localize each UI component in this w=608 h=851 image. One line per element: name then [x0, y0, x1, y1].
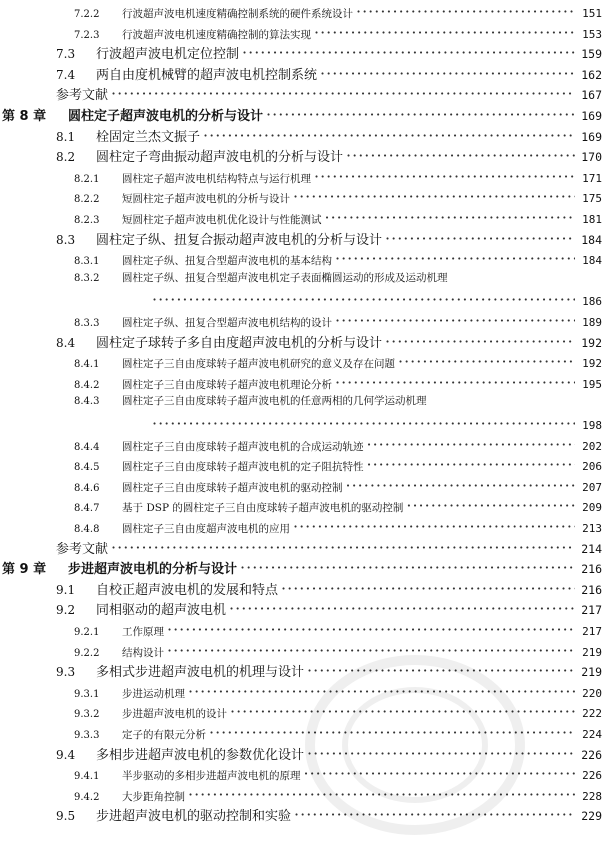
toc-entry[interactable] — [0, 785, 608, 803]
toc-entry-page: 229 — [581, 809, 602, 824]
dot-leader — [111, 538, 575, 557]
toc-entry-number: 8.4.8 — [74, 524, 100, 535]
toc-entry[interactable] — [0, 496, 608, 514]
toc-entry-title: 圆柱定子纵、扭复合型超声波电机定子表面椭圆运动的形成及运动机理 — [122, 271, 448, 284]
toc-entry[interactable] — [0, 229, 608, 247]
toc-entry-number: 第 9 章 — [2, 562, 47, 578]
toc-entry-number: 9.2.1 — [74, 627, 100, 638]
dot-leader — [307, 661, 575, 680]
toc-entry-page: 228 — [582, 789, 602, 803]
toc-entry-title: 步进超声波电机的设计 — [122, 708, 227, 721]
toc-entry-title: 步进超声波电机的分析与设计 — [68, 562, 238, 578]
dot-leader — [307, 744, 575, 763]
toc-entry-number: 8.2.1 — [74, 173, 100, 185]
toc-entry-title: 圆柱定子三自由度球转子超声波电机的驱动控制 — [122, 481, 343, 494]
toc-entry-title: 大步距角控制 — [122, 790, 185, 803]
toc-entry-page: 220 — [582, 686, 602, 700]
toc-entry-page: 171 — [582, 171, 602, 185]
toc-entry-title: 基于 DSP 的圆柱定子三自由度球转子超声波电机的驱动控制 — [122, 502, 404, 515]
toc-entry[interactable] — [0, 43, 608, 61]
toc-entry-page: 175 — [582, 192, 602, 206]
toc-entry-number: 8.3.1 — [74, 256, 100, 268]
toc-entry-page: 216 — [581, 562, 602, 577]
dot-leader — [203, 126, 575, 145]
dot-leader — [314, 167, 575, 186]
toc-entry-page: 226 — [582, 769, 602, 783]
dot-leader — [385, 229, 575, 248]
toc-entry-page: 207 — [582, 480, 602, 494]
toc-entry-title: 步进运动机理 — [122, 687, 185, 700]
toc-entry-title: 圆柱定子三自由度球转子超声波电机研究的意义及存在问题 — [122, 358, 395, 371]
toc-entry[interactable] — [0, 84, 608, 102]
toc-entry[interactable] — [0, 744, 608, 762]
toc-entry[interactable] — [0, 620, 608, 638]
dot-leader — [335, 249, 575, 268]
toc-entry[interactable] — [0, 599, 608, 617]
dot-leader — [111, 84, 575, 103]
toc-entry-title: 圆柱定子超声波电机结构特点与运行机理 — [122, 172, 311, 185]
toc-entry-title: 圆柱定子三自由度球转子超声波电机的定子阻抗特性 — [122, 461, 364, 474]
dot-leader — [335, 373, 575, 392]
toc-entry-title: 定子的有限元分析 — [122, 729, 206, 741]
toc-entry-number: 7.4 — [56, 67, 76, 82]
dot-leader — [209, 723, 575, 742]
dot-leader — [335, 311, 575, 330]
toc-entry-number: 8.2 — [56, 150, 76, 165]
toc-entry-number: 7.2.3 — [74, 29, 100, 41]
toc-entry[interactable] — [0, 641, 608, 659]
toc-entry-page: 209 — [582, 501, 602, 515]
toc-entry[interactable] — [0, 270, 608, 288]
toc-entry-title: 参考文献 — [56, 88, 109, 104]
toc-entry-page: 170 — [581, 150, 602, 165]
toc-entry-title: 步进超声波电机的驱动控制和实验 — [96, 809, 292, 825]
toc-entry-page: 169 — [581, 109, 602, 123]
dot-leader — [385, 332, 575, 351]
toc-entry-page: 198 — [582, 419, 602, 432]
toc-entry-title: 栓固定兰杰文振子 — [96, 129, 201, 145]
dot-leader — [167, 620, 575, 639]
toc-entry[interactable] — [0, 517, 608, 535]
toc-entry-number: 8.4 — [56, 335, 76, 350]
dot-leader — [356, 2, 575, 21]
dot-leader — [346, 146, 575, 165]
toc-entry[interactable] — [0, 435, 608, 453]
toc-entry-page: 184 — [582, 254, 602, 268]
toc-entry-number: 8.3.2 — [74, 272, 100, 284]
toc-entry[interactable] — [0, 249, 608, 267]
toc-entry-title: 圆柱定子纵、扭复合型超声波电机的基本结构 — [122, 255, 332, 268]
toc-entry[interactable] — [0, 373, 608, 391]
toc-entry[interactable] — [0, 538, 608, 556]
toc-entry-title: 圆柱定子弯曲振动超声波电机的分析与设计 — [96, 150, 344, 166]
toc-entry-page: 213 — [582, 522, 602, 535]
toc-entry-title: 圆柱定子纵、扭复合振动超声波电机的分析与设计 — [96, 232, 383, 248]
toc-entry-page: 184 — [581, 232, 602, 247]
toc-entry-page: 202 — [582, 439, 602, 453]
toc-entry-page: 181 — [582, 213, 602, 226]
toc-entry-page: 151 — [582, 7, 602, 20]
dot-leader — [293, 517, 575, 536]
toc-entry-title: 圆柱定子纵、扭复合型超声波电机结构的设计 — [122, 317, 332, 329]
dot-leader — [314, 23, 575, 42]
toc-entry-title: 同相驱动的超声波电机 — [96, 603, 227, 619]
toc-entry-title: 圆柱定子三自由度超声波电机的应用 — [122, 523, 290, 535]
toc-entry[interactable] — [0, 23, 608, 41]
toc-entry[interactable] — [0, 311, 608, 329]
dot-leader — [293, 187, 575, 206]
dot-leader — [406, 496, 575, 515]
toc-entry-title: 多相式步进超声波电机的机理与设计 — [96, 665, 305, 681]
dot-leader — [230, 702, 575, 721]
toc-entry-title: 多相步进超声波电机的参数优化设计 — [96, 747, 305, 763]
dot-leader — [188, 785, 575, 804]
toc-entry-page: 226 — [581, 747, 602, 762]
toc-entry-page: 169 — [581, 129, 602, 144]
toc-entry-number: 9.1 — [56, 582, 76, 597]
toc-entry-title: 圆柱定子三自由度球转子超声波电机的合成运动轨迹 — [122, 440, 364, 453]
toc-entry-number: 9.3.1 — [74, 688, 100, 700]
toc-entry-page: 186 — [582, 295, 602, 309]
toc-entry[interactable] — [0, 352, 608, 370]
dot-leader — [325, 208, 576, 227]
toc-entry-title: 行波超声波电机速度精确控制的算法实现 — [122, 28, 311, 41]
toc-entry-number: 9.4.1 — [74, 771, 100, 783]
dot-leader — [266, 105, 575, 124]
dot-leader — [367, 435, 576, 454]
toc-entry-title: 圆柱定子超声波电机的分析与设计 — [68, 109, 264, 124]
toc-entry-title: 两自由度机械臂的超声波电机控制系统 — [96, 67, 318, 83]
toc-entry[interactable] — [0, 126, 608, 144]
toc-entry-number: 9.2.2 — [74, 647, 100, 659]
toc-entry-number: 7.2.2 — [74, 9, 100, 20]
toc-entry-number: 9.3 — [56, 665, 76, 680]
toc-entry-number: 8.2.3 — [74, 215, 100, 226]
dot-leader — [281, 579, 575, 598]
toc-entry-title: 参考文献 — [56, 541, 109, 557]
toc-entry[interactable] — [0, 558, 608, 576]
toc-entry-number: 8.4.6 — [74, 482, 100, 494]
toc-entry[interactable] — [0, 146, 608, 164]
toc-entry-page: 206 — [582, 460, 602, 474]
toc-entry-page: 195 — [582, 377, 602, 391]
toc-entry-title: 圆柱定子三自由度球转子超声波电机理论分析 — [122, 378, 332, 391]
toc-entry-number: 9.2 — [56, 603, 76, 618]
toc-entry[interactable] — [0, 187, 608, 205]
toc-entry-page: 192 — [581, 335, 602, 350]
toc-entry-number: 8.2.2 — [74, 194, 100, 206]
toc-entry-number: 7.3 — [56, 47, 76, 62]
toc-entry-number: 8.1 — [56, 129, 76, 144]
toc-entry-number: 9.4 — [56, 747, 76, 762]
toc-entry[interactable] — [0, 393, 608, 411]
dot-leader — [294, 805, 575, 824]
toc-entry-number: 9.3.3 — [74, 730, 100, 741]
dot-leader — [346, 476, 576, 495]
toc-entry-number: 8.4.4 — [74, 441, 100, 453]
toc-entry-page: 222 — [582, 707, 602, 721]
toc-entry-title: 自校正超声波电机的发展和特点 — [96, 582, 279, 598]
toc-entry-title: 工作原理 — [122, 626, 164, 638]
toc-entry-number: 8.4.5 — [74, 462, 100, 474]
toc-entry-page: 219 — [582, 645, 602, 659]
toc-entry-page: 159 — [581, 47, 602, 62]
toc-entry-page: 189 — [582, 316, 602, 329]
toc-entry-number: 9.4.2 — [74, 791, 100, 803]
toc-entry-continuation — [0, 290, 608, 308]
toc-entry-page: 217 — [582, 625, 602, 638]
toc-entry[interactable] — [0, 167, 608, 185]
toc-entry-title: 结构设计 — [122, 646, 164, 659]
dot-leader — [229, 599, 575, 618]
toc-entry[interactable] — [0, 702, 608, 720]
toc-entry-number: 第 8 章 — [2, 109, 47, 124]
toc-entry-page: 214 — [581, 541, 602, 556]
toc-entry[interactable] — [0, 723, 608, 741]
toc-entry[interactable] — [0, 105, 608, 123]
toc-entry-page: 219 — [581, 665, 602, 680]
dot-leader — [152, 290, 575, 309]
toc-entry[interactable] — [0, 764, 608, 782]
toc-entry-number: 8.3 — [56, 232, 76, 247]
dot-leader — [152, 414, 575, 433]
toc-entry[interactable] — [0, 805, 608, 823]
toc-entry-number: 9.5 — [56, 809, 76, 824]
dot-leader — [167, 641, 575, 660]
toc-entry[interactable] — [0, 208, 608, 226]
dot-leader — [240, 558, 575, 577]
toc-entry[interactable] — [0, 661, 608, 679]
dot-leader — [398, 352, 575, 371]
toc-entry-title: 短圆柱定子超声波电机的分析与设计 — [122, 193, 290, 206]
toc-entry[interactable] — [0, 64, 608, 82]
toc-entry[interactable] — [0, 476, 608, 494]
toc-entry-page: 217 — [581, 603, 602, 618]
toc-entry-continuation — [0, 414, 608, 432]
toc-entry-title: 行波超声波电机速度精确控制系统的硬件系统设计 — [122, 8, 353, 20]
toc-entry-number: 8.4.7 — [74, 503, 100, 515]
toc-entry-number: 8.4.2 — [74, 379, 100, 391]
toc-entry-number: 9.3.2 — [74, 709, 100, 721]
toc-entry-number: 8.4.1 — [74, 359, 100, 371]
dot-leader — [304, 764, 576, 783]
toc-entry-number: 8.3.3 — [74, 318, 100, 329]
toc-entry[interactable] — [0, 455, 608, 473]
toc-entry[interactable] — [0, 332, 608, 350]
toc-entry[interactable] — [0, 682, 608, 700]
toc-entry-number: 8.4.3 — [74, 396, 100, 408]
dot-leader — [320, 64, 575, 83]
toc-entry-title: 半步驱动的多相步进超声波电机的原理 — [122, 770, 301, 783]
dot-leader — [188, 682, 575, 701]
toc-entry-title: 短圆柱定子超声波电机优化设计与性能测试 — [122, 214, 322, 226]
toc-entry[interactable] — [0, 2, 608, 20]
toc-entry-page: 162 — [581, 67, 602, 82]
toc-entry-page: 224 — [582, 728, 602, 741]
toc-entry-page: 167 — [581, 88, 602, 103]
dot-leader — [242, 43, 575, 62]
dot-leader — [367, 455, 576, 474]
toc-entry-page: 192 — [582, 357, 602, 371]
toc-entry-title: 圆柱定子球转子多自由度超声波电机的分析与设计 — [96, 335, 383, 351]
toc-entry-title: 圆柱定子三自由度球转子超声波电机的任意两相的几何学运动机理 — [122, 395, 427, 408]
toc-entry-page: 153 — [582, 27, 602, 41]
toc-entry-title: 行波超声波电机定位控制 — [96, 47, 240, 63]
toc-entry[interactable] — [0, 579, 608, 597]
toc-entry-page: 216 — [581, 582, 602, 597]
